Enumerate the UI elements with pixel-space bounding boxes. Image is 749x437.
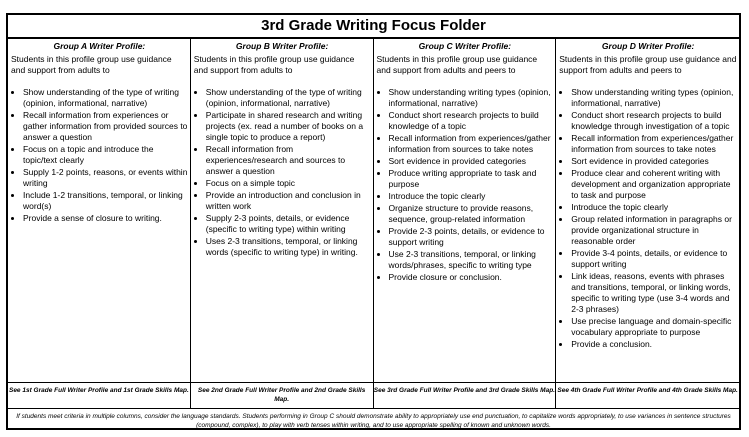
criteria-item: • Show understanding of the type of writing (opinion, informational, narrative) — [23, 87, 188, 109]
criteria-item: • Show understanding writing types (opinion, informational, narrative) — [389, 87, 554, 109]
profile-columns — [8, 39, 739, 383]
group-c-footer: See 3rd Grade Full Writer Profile and 3rd Grade Skills Map. — [374, 383, 557, 408]
group-c-list — [377, 87, 554, 283]
group-d-list — [559, 87, 737, 350]
group-b-list — [194, 87, 371, 258]
group-a-list — [11, 87, 188, 224]
criteria-item: • Show understanding of the type of writing (opinion, informational, narrative) — [206, 87, 371, 109]
criteria-item: • Sort evidence in provided categories — [389, 156, 554, 167]
group-a-footer: See 1st Grade Full Writer Profile and 1st Grade Skills Map. — [8, 383, 191, 408]
criteria-item: • Group related information in paragraphs or provide organizational structure in reasonable order — [571, 214, 737, 247]
criteria-item: • Provide 3-4 points, details, or evidence to support writing — [571, 248, 737, 270]
criteria-item: • Recall information from experiences/gather information from sources to take notes — [571, 133, 737, 155]
group-d-column — [556, 39, 739, 382]
criteria-item: • Recall information from experiences/gather information from sources to take notes — [389, 133, 554, 155]
group-b-footer: See 2nd Grade Full Writer Profile and 2nd Grade Skills Map. — [191, 383, 374, 408]
criteria-item: • Recall information from experiences/research and sources to answer a question — [206, 144, 371, 177]
group-d-intro: Students in this profile group use guidance and support from adults and peers to — [559, 54, 737, 75]
criteria-item: • Focus on a simple topic — [206, 178, 371, 189]
criteria-item: • Participate in shared research and writing projects (ex. read a number of books on a single topic to produce a report) — [206, 110, 371, 143]
criteria-item: • Produce writing appropriate to task and purpose — [389, 168, 554, 190]
group-d-heading: Group D Writer Profile: — [601, 41, 695, 51]
group-a-heading: Group A Writer Profile: — [53, 41, 146, 51]
writing-focus-folder — [6, 13, 741, 430]
criteria-item: • Use 2-3 transitions, temporal, or linking words/phrases, specific to writing type — [389, 249, 554, 271]
criteria-item: • Supply 1-2 points, reasons, or events within writing — [23, 167, 188, 189]
criteria-item: • Introduce the topic clearly — [571, 202, 737, 213]
group-b-heading: Group B Writer Profile: — [235, 41, 329, 51]
group-d-footer: See 4th Grade Full Writer Profile and 4th Grade Skills Map. — [557, 387, 738, 394]
criteria-item: • Produce clear and coherent writing with development and organization appropriate to task and purpose — [571, 168, 737, 201]
criteria-item: • Provide a sense of closure to writing. — [23, 213, 188, 224]
criteria-item: • Conduct short research projects to build knowledge of a topic — [389, 110, 554, 132]
criteria-item: • Introduce the topic clearly — [389, 191, 554, 202]
criteria-item: • Supply 2-3 points, details, or evidence (specific to writing type) within writing — [206, 213, 371, 235]
criteria-item: • Organize structure to provide reasons, sequence, group-related information — [389, 203, 554, 225]
group-a-column — [8, 39, 191, 382]
group-a-intro: Students in this profile group use guidance and support from adults to — [11, 54, 172, 75]
group-b-intro: Students in this profile group use guidance and support from adults to — [193, 54, 355, 75]
criteria-item: • Focus on a topic and introduce the topic/text clearly — [23, 144, 188, 166]
group-c-heading: Group C Writer Profile: — [418, 41, 512, 51]
page-title: 3rd Grade Writing Focus Folder — [8, 15, 739, 39]
group-c-intro: Students in this profile group use guidance and support from adults and peers to — [376, 54, 538, 75]
criteria-item: • Uses 2-3 transitions, temporal, or linking words (specific to writing type) in writing. — [206, 236, 371, 258]
criteria-item: • Conduct short research projects to build knowledge through investigation of a topic — [571, 110, 737, 132]
criteria-item: • Include 1-2 transitions, temporal, or linking word(s) — [23, 190, 188, 212]
criteria-item: • Provide an introduction and conclusion in written work — [206, 190, 371, 212]
group-c-column — [374, 39, 557, 382]
criteria-item: • Provide 2-3 points, details, or evidence to support writing — [389, 226, 554, 248]
language-standards-note: If students meet criteria in multiple columns, consider the language standards. Students performing in Group C should demonstrate ability to appropriately use end punctuation, to capitalize words appropriately, to use variances in sentence structures (compound, complex), to play with verb tenses within writing, and to use appropriate spelling of known and unknown words. — [16, 413, 731, 429]
criteria-item: • Show understanding writing types (opinion, informational, narrative) — [571, 87, 737, 109]
criteria-item: • Provide closure or conclusion. — [389, 272, 554, 283]
criteria-item: • Provide a conclusion. — [571, 339, 737, 350]
criteria-item: • Recall information from experiences or gather information from provided sources to answer a question — [23, 110, 188, 143]
criteria-item: • Sort evidence in provided categories — [571, 156, 737, 167]
criteria-item: • Use precise language and domain-specific vocabulary appropriate to purpose — [571, 316, 737, 338]
criteria-item: • Link ideas, reasons, events with phrases and transitions, temporal, or linking words, specific to writing type (use 3-4 words and 2-3 phrases) — [571, 271, 737, 315]
group-b-column — [191, 39, 374, 382]
skills-map-footers — [8, 383, 739, 409]
